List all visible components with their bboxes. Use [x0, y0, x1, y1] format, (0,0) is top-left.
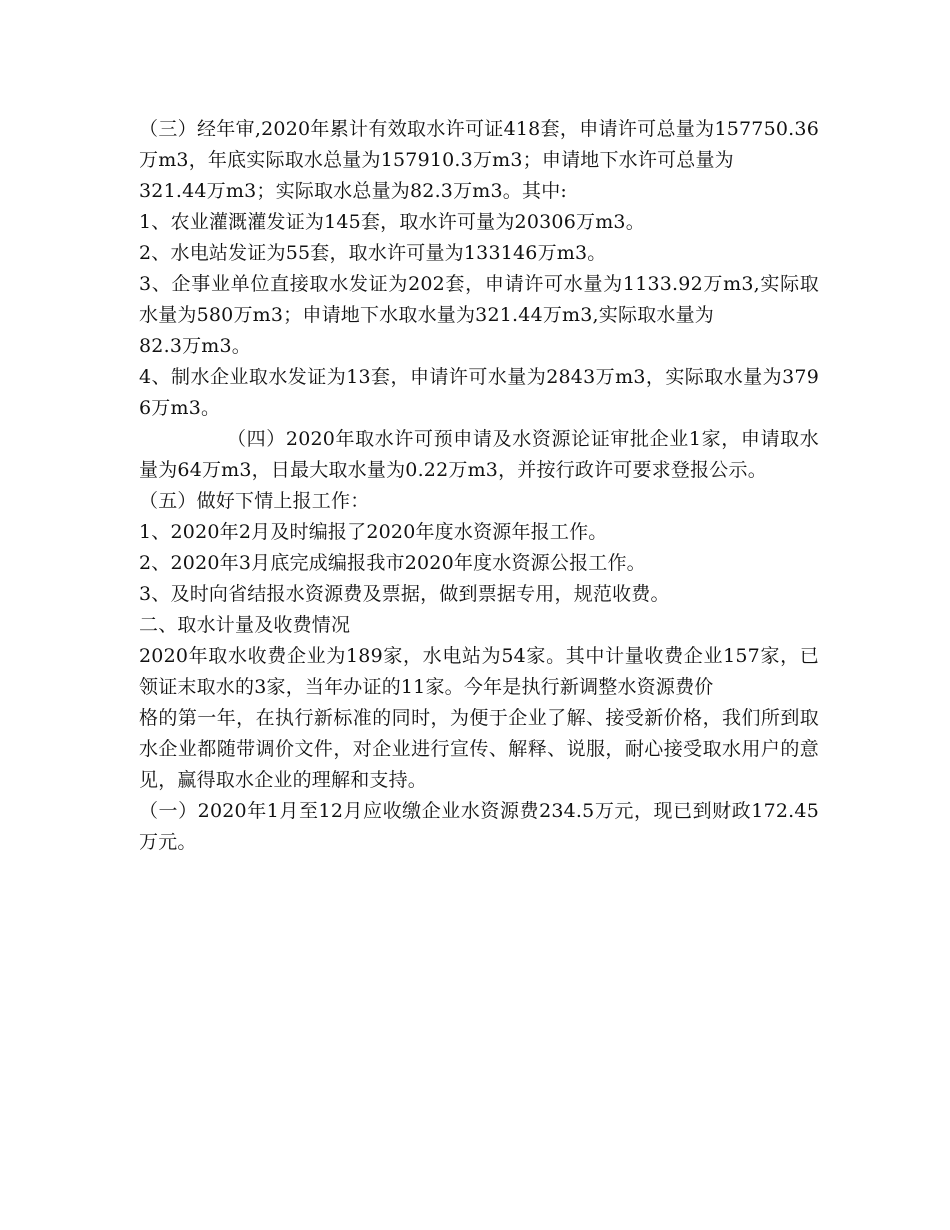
paragraph-groundwater-total: 321.44万m3；实际取水总量为82.3万m3。其中:	[139, 180, 567, 202]
paragraph-reporting-item-1: 1、2020年2月及时编报了2020年度水资源年报工作。	[139, 521, 608, 543]
section-heading-metering-fees: 二、取水计量及收费情况	[139, 614, 351, 636]
paragraph-4-pre-application: （四）2020年取水许可预申请及水资源论证审批企业1家，申请取水量为64万m3，日最大取水量为0.22万m3，并按行政许可要求登报公示。	[139, 428, 819, 481]
paragraph-reporting-item-3: 3、及时向省结报水资源费及票据，做到票据专用，规范收费。	[139, 583, 670, 605]
paragraph-fee-enterprises: 2020年取水收费企业为189家，水电站为54家。其中计量收费企业157家，已领证末取水的3家，当年办证的11家。今年是执行新调整水资源费价	[139, 645, 819, 698]
paragraph-item-water-production: 4、制水企业取水发证为13套，申请许可水量为2843万m3，实际取水量为3796万m3。	[139, 366, 819, 419]
paragraph-1-fees-collected: （一）2020年1月至12月应收缴企业水资源费234.5万元，现已到财政172.45万元。	[139, 800, 819, 853]
document-body	[139, 114, 819, 858]
paragraph-item-hydropower: 2、水电站发证为55套，取水许可量为133146万m3。	[139, 242, 607, 264]
paragraph-item-agriculture: 1、农业灌溉灌发证为145套，取水许可量为20306万m3。	[139, 211, 645, 233]
paragraph-5-reporting-heading: （五）做好下情上报工作：	[139, 490, 370, 512]
paragraph-3-license-summary: （三）经年审,2020年累计有效取水许可证418套，申请许可总量为157750.36万m3，年底实际取水总量为157910.3万m3；申请地下水许可总量为	[139, 118, 819, 171]
paragraph-new-price-first-year: 格的第一年，在执行新标准的同时，为便于企业了解、接受新价格，我们所到取水企业都随带调价文件，对企业进行宣传、解释、说服，耐心接受取水用户的意见，赢得取水企业的理解和支持。	[139, 707, 819, 791]
paragraph-reporting-item-2: 2、2020年3月底完成编报我市2020年度水资源公报工作。	[139, 552, 646, 574]
paragraph-item-enterprises: 3、企事业单位直接取水发证为202套，申请许可水量为1133.92万m3,实际取水量为580万m3；申请地下水取水量为321.44万m3,实际取水量为	[139, 273, 819, 326]
paragraph-enterprises-groundwater-actual: 82.3万m3。	[139, 335, 252, 357]
